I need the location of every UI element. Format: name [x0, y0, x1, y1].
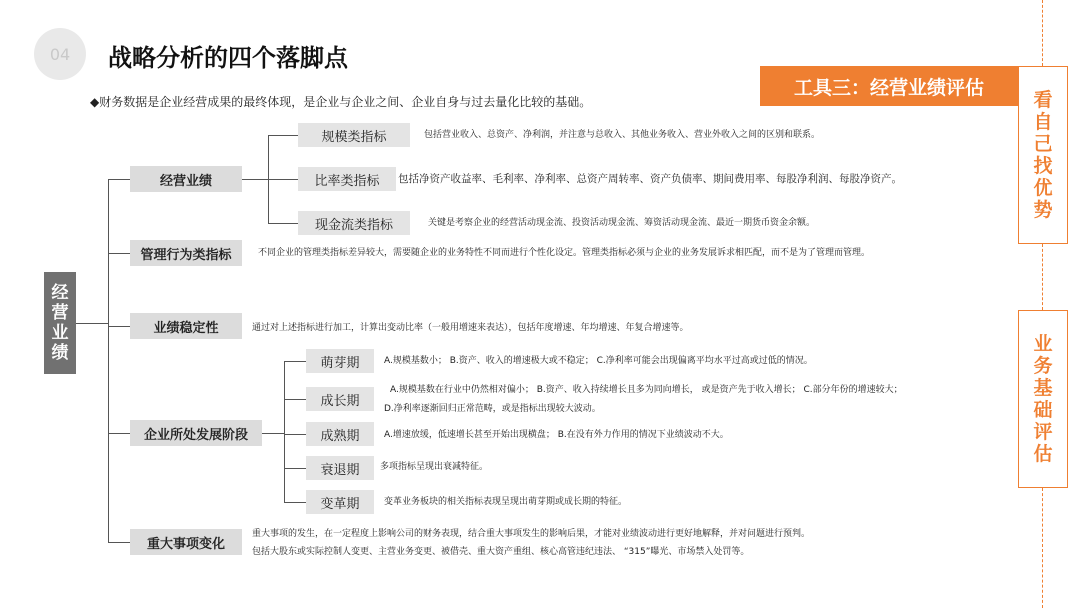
connector-branch	[108, 542, 130, 543]
connector-sub	[268, 135, 298, 136]
page-title: 战略分析的四个落脚点	[108, 44, 348, 72]
desc-major-events-line1: 重大事项的发生，在一定程度上影响公司的财务表现，结合重大事项发生的影响后果，才能对业绩波动进行更好地解释，并对问题进行预判。	[252, 529, 811, 539]
connector-sub	[268, 179, 298, 180]
connector-sub	[284, 399, 306, 400]
vertical-char: 评	[1033, 421, 1053, 443]
desc-performance-stability: 通过对上述指标进行加工，计算出变动比率（一般用增速来表达），包括年度增速、年均增速、年复合增速等。	[252, 323, 689, 333]
vertical-char: 找	[1033, 155, 1053, 177]
vertical-char: 业	[1033, 333, 1053, 355]
desc-cashflow-indicators: 关键是考察企业的经营活动现金流、投资活动现金流、筹资活动现金流、最近一期货币资金余额。	[428, 218, 816, 228]
vertical-char: 优	[1033, 177, 1053, 199]
connector-sub	[284, 502, 306, 503]
subnode-growth-stage: 成长期	[306, 387, 374, 411]
connector-sub	[268, 223, 298, 224]
desc-sprout-stage: A.规模基数小； B.资产、收入的增速极大或不稳定； C.净利率可能会出现偏离平均水平过高或过低的情况。	[384, 356, 813, 366]
desc-management-indicators: 不同企业的管理类指标差异较大，需要随企业的业务特性不同而进行个性化设定。管理类指标必须与企业的业务发展诉求相匹配，而不是为了管理而管理。	[258, 248, 871, 258]
subnode-sprout-stage: 萌芽期	[306, 349, 374, 373]
vertical-label-self-advantage	[1018, 66, 1068, 244]
page-number-badge: 04	[34, 28, 86, 80]
intro-text: ◆财务数据是企业经营成果的最终体现，是企业与企业之间、企业自身与过去量化比较的基础。	[90, 95, 592, 109]
vertical-char: 势	[1033, 199, 1053, 221]
connector-main-trunk	[108, 179, 109, 542]
dashed-divider-middle	[1042, 244, 1043, 310]
connector-sub	[284, 361, 306, 362]
node-performance-stability: 业绩稳定性	[130, 313, 242, 339]
dashed-divider-top	[1042, 0, 1043, 66]
subnode-scale-indicators: 规模类指标	[298, 123, 410, 147]
subnode-transformation-stage: 变革期	[306, 490, 374, 514]
connector-branch	[108, 253, 130, 254]
connector-branch	[108, 433, 130, 434]
root-char: 业	[51, 323, 69, 343]
connector-branch	[108, 179, 130, 180]
connector-root	[76, 323, 108, 324]
vertical-char: 估	[1033, 443, 1053, 465]
connector-sub-4-trunk	[284, 361, 285, 502]
root-char: 营	[51, 303, 69, 323]
vertical-label-business-assessment	[1018, 310, 1068, 488]
root-char: 绩	[51, 343, 69, 363]
connector-branch	[108, 326, 130, 327]
desc-transformation-stage: 变革业务板块的相关指标表现呈现出萌芽期或成长期的特征。	[384, 497, 628, 507]
vertical-char: 务	[1033, 355, 1053, 377]
vertical-char: 己	[1033, 133, 1053, 155]
node-operating-performance: 经营业绩	[130, 166, 242, 192]
subnode-cashflow-indicators: 现金流类指标	[298, 211, 410, 235]
node-major-events: 重大事项变化	[130, 529, 242, 555]
subnode-decline-stage: 衰退期	[306, 456, 374, 480]
node-development-stage: 企业所处发展阶段	[130, 420, 262, 446]
tool-label-banner: 工具三：经营业绩评估	[760, 66, 1018, 106]
desc-major-events-line2: 包括大股东或实际控制人变更、主营业务变更、被借壳、重大资产重组、核心高管违纪违法、 “315”曝光、市场禁入处罚等。	[252, 547, 750, 557]
connector-sub	[284, 434, 306, 435]
connector-sub-4	[262, 433, 284, 434]
vertical-char: 础	[1033, 399, 1053, 421]
vertical-char: 自	[1033, 111, 1053, 133]
desc-decline-stage: 多项指标呈现出衰减特征。	[380, 462, 489, 472]
node-management-indicators: 管理行为类指标	[130, 240, 242, 266]
desc-ratio-indicators: 包括净资产收益率、毛利率、净利率、总资产周转率、资产负债率、期间费用率、每股净利润、每股净资产。	[398, 173, 902, 185]
desc-growth-stage-line1: A.规模基数在行业中仍然相对偏小； B.资产、收入持续增长且多为同向增长， 或是资产先于收入增长； C.部分年份的增速较大；	[390, 385, 903, 395]
vertical-char: 基	[1033, 377, 1053, 399]
vertical-char: 看	[1033, 89, 1053, 111]
desc-growth-stage-line2: D.净利率逐渐回归正常范畴，或是指标出现较大波动。	[384, 404, 601, 414]
root-char: 经	[51, 283, 69, 303]
connector-sub	[284, 468, 306, 469]
connector-sub-1	[242, 179, 268, 180]
subnode-mature-stage: 成熟期	[306, 422, 374, 446]
subnode-ratio-indicators: 比率类指标	[298, 167, 396, 191]
desc-mature-stage: A.增速放缓，低速增长甚至开始出现横盘； B.在没有外力作用的情况下业绩波动不大。	[384, 430, 729, 440]
desc-scale-indicators: 包括营业收入、总资产、净利润，并注意与总收入、其他业务收入、营业外收入之间的区别和联系。	[424, 130, 821, 140]
root-node	[44, 272, 76, 374]
dashed-divider-bottom	[1042, 488, 1043, 608]
